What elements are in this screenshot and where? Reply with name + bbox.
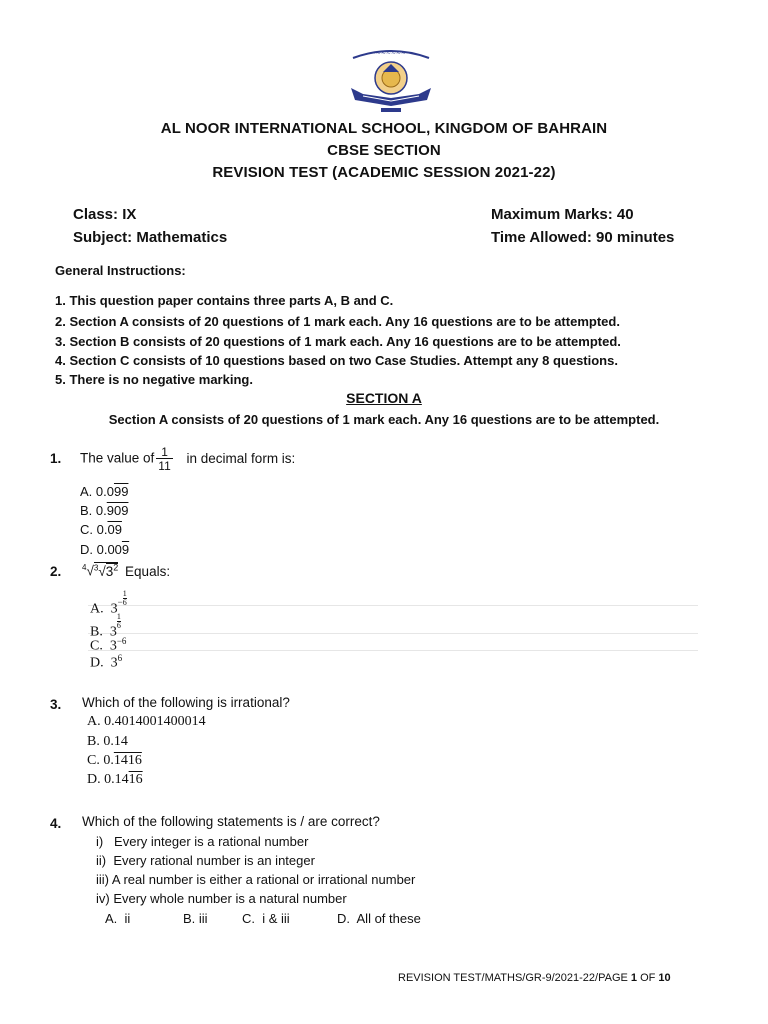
subject-label: Subject: Mathematics xyxy=(73,229,228,246)
q2-option-b: B. 3 $\frac{1}{6}$ xyxy=(90,612,121,640)
question-1-text xyxy=(80,446,295,472)
instruction-item: 2. Section A consists of 20 questions of 1 mark each. Any 16 questions are to be attempted. xyxy=(55,314,620,329)
q1-suffix: in decimal form is: xyxy=(186,450,296,466)
fraction-denominator: 11 xyxy=(158,459,171,473)
class-label: Class: IX xyxy=(73,206,137,223)
question-3-text: Which of the following is irrational? xyxy=(82,695,290,710)
q4-choice-c: C. i & iii xyxy=(242,911,290,926)
q2-option-d: D. $3^6$ xyxy=(90,653,123,671)
faint-rule xyxy=(88,633,698,634)
instruction-item: 3. Section B consists of 20 questions of 1 mark each. Any 16 questions are to be attempted. xyxy=(55,334,621,349)
q4-statement: iv) Every whole number is a natural number xyxy=(96,891,347,906)
instruction-item: 4. Section C consists of 10 questions based on two Case Studies. Attempt any 8 questions. xyxy=(55,353,618,368)
svg-text:~~~~~~~~: ~~~~~~~~ xyxy=(370,50,412,57)
q2-option-c: C. $3^{-6}$ xyxy=(90,636,127,654)
page-footer: REVISION TEST/MATHS/GR-9/2021-22/PAGE 1 OF 10 xyxy=(398,972,671,984)
radicand-base: 3 xyxy=(105,563,114,579)
section-a-title: SECTION A xyxy=(346,390,422,406)
q4-statement: iii) A real number is either a rational or irrational number xyxy=(96,872,416,887)
instruction-item: 1. This question paper contains three parts A, B and C. xyxy=(55,293,394,308)
question-number: 4. xyxy=(50,816,62,831)
q1-option-c: C. 0.09 xyxy=(80,522,122,537)
question-number: 3. xyxy=(50,697,62,712)
q1-option-b: B. 0.909 xyxy=(80,503,129,518)
q3-option-c: C. 0.1416 xyxy=(87,753,142,768)
question-4-text: Which of the following statements is / are correct? xyxy=(82,814,380,829)
q4-choice-d: D. All of these xyxy=(337,911,421,926)
school-name: AL NOOR INTERNATIONAL SCHOOL, KINGDOM OF BAHRAIN xyxy=(160,120,608,137)
time-allowed-label: Time Allowed: 90 minutes xyxy=(491,229,675,246)
inner-root-index: 3 xyxy=(93,563,99,572)
question-number: 2. xyxy=(50,564,62,579)
q1-option-d: D. 0.009 xyxy=(80,542,130,557)
instruction-item: 5. There is no negative marking. xyxy=(55,372,253,387)
instructions-title: General Instructions: xyxy=(55,263,186,278)
faint-rule xyxy=(88,650,698,651)
q4-choice-b: B. iii xyxy=(183,911,208,926)
q4-choice-a: A. ii xyxy=(105,911,131,926)
q1-option-a: A. 0.099 xyxy=(80,484,129,499)
section-name: CBSE SECTION xyxy=(327,142,441,159)
faint-rule xyxy=(88,605,698,606)
test-title: REVISION TEST (ACADEMIC SESSION 2021-22) xyxy=(212,164,556,181)
q2-option-a: A. 3− $\frac{1}{6}$ xyxy=(90,589,127,617)
q2-suffix: Equals: xyxy=(125,563,171,579)
radicand-power: 2 xyxy=(113,562,119,572)
question-number: 1. xyxy=(50,451,62,466)
q4-statement: i) Every integer is a rational number xyxy=(96,834,309,849)
q3-option-b: B. 0.14 xyxy=(87,734,128,749)
q3-option-d: D. 0.1416 xyxy=(87,772,143,787)
q1-prefix: The value of xyxy=(80,450,155,466)
fraction-numerator: 1 xyxy=(161,445,168,459)
radical-sign: √ xyxy=(86,563,94,579)
fraction xyxy=(156,446,172,472)
question-2-text: $^4√^3√3^2$ Equals: xyxy=(82,562,171,579)
q4-statement: ii) Every rational number is an integer xyxy=(96,853,315,868)
max-marks-label: Maximum Marks: 40 xyxy=(491,206,634,223)
q3-option-a: A. 0.4014001400014 xyxy=(87,714,206,729)
section-a-subtitle: Section A consists of 20 questions of 1 mark each. Any 16 questions are to be attempted. xyxy=(108,412,660,427)
school-crest-logo xyxy=(343,44,439,120)
outer-root-index: 4 xyxy=(82,563,87,572)
